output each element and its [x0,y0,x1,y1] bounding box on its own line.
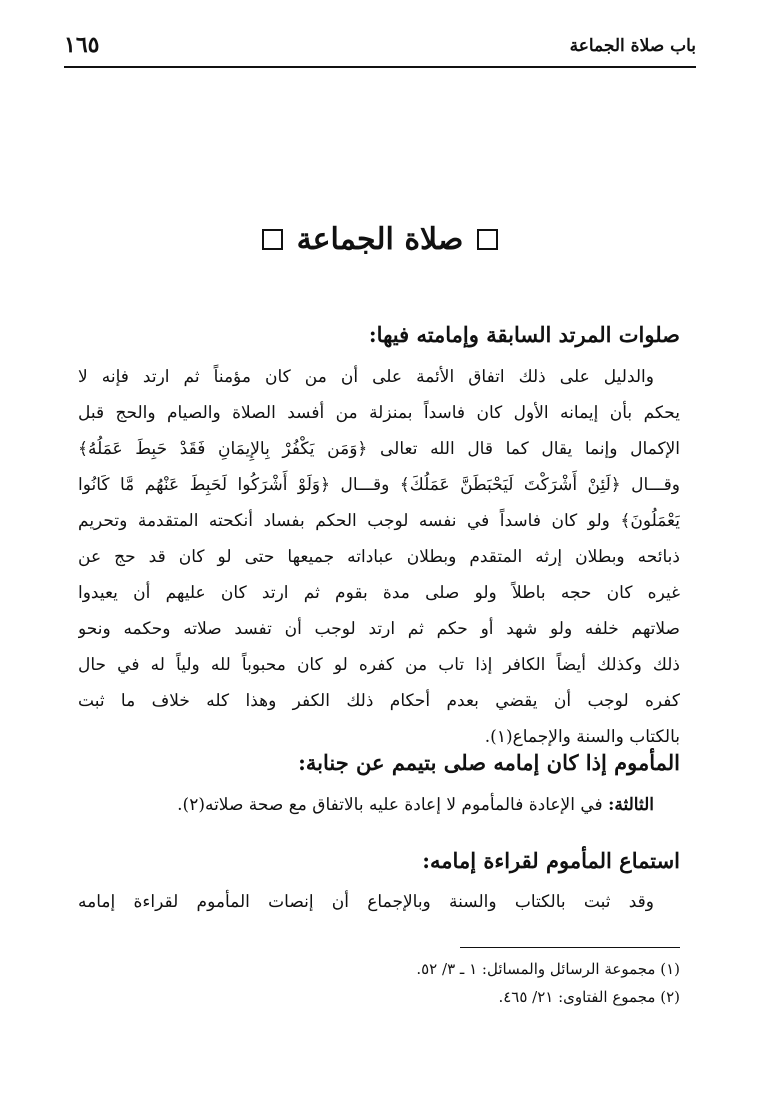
section-heading: استماع المأموم لقراءة إمامه: [422,848,680,873]
text-line: يَعْمَلُونَ﴾ ولو كان فاسداً في نفسه لوجب الحكم بفساد أنكحته المتقدمة وتحريم [78,511,680,531]
text-line: وقـــال ﴿لَئِنْ أَشْرَكْتَ لَيَحْبَطَنَّ عَمَلُكَ﴾ وقـــال ﴿وَلَوْ أَشْرَكُوا لَحَبِطَ عَنْهُم مَّا كَانُوا [78,475,680,495]
square-ornament-icon [262,229,283,250]
section-paragraph [78,787,680,823]
square-ornament-icon [477,229,498,250]
text-line: الإكمال وإنما يقال كما قال الله تعالى ﴿وَمَن يَكْفُرْ بِالإِيمَانِ فَقَدْ حَبِطَ عَمَلُهُ﴾ [78,439,680,459]
section-heading: صلوات المرتد السابقة وإمامته فيها: [368,322,680,347]
page-number: ١٦٥ [64,32,100,58]
text-line: والدليل على ذلك اتفاق الأئمة على أن من كان مؤمناً ثم ارتد فإنه لا [78,367,654,387]
text-line [78,787,680,823]
text-line: يحكم بأن إيمانه الأول كان فاسداً بمنزلة من أفسد الصلاة والصيام والحج قبل [78,403,680,423]
text-line: ذلك وكذلك أيضاً الكافر إذا تاب من كفره لو كان محبوباً لله ولياً له في حال [78,655,680,675]
text-line: كفره لوجب أن يقضي بعدم أحكام ذلك الكفر وهذا كله خلاف ما ثبت [78,691,680,711]
text-line: ذبائحه وبطلان إرثه المتقدم وبطلان عباداته جميعها حتى لو كان قد حج عن [78,547,680,567]
text-line: غيره كان حجه باطلاً ولو صلى مدة بقوم ثم ارتد كان عليهم أن يعيدوا [78,583,680,603]
section-paragraph [78,884,680,920]
running-title: باب صلاة الجماعة [569,36,696,56]
header-rule [64,66,696,68]
text-line: وقد ثبت بالكتاب والسنة وبالإجماع أن إنصات المأموم لقراءة إمامه [78,892,654,912]
footnote-rule [460,947,680,948]
chapter-title-text: صلاة الجماعة [296,222,464,257]
item-label: الثالثة: [608,795,654,815]
item-text: في الإعادة فالمأموم لا إعادة عليه بالاتفاق مع صحة صلاته(٢). [177,795,603,815]
footnote: (١) مجموعة الرسائل والمسائل: ١ ـ ٣/ ٥٢. [416,960,680,978]
section-paragraph [78,359,680,755]
section-heading: المأموم إذا كان إمامه صلى بتيمم عن جنابة: [298,750,680,775]
text-line: بالكتاب والسنة والإجماع(١). [484,727,680,747]
footnote: (٢) مجموع الفتاوى: ٢١/ ٤٦٥. [498,988,680,1006]
chapter-title [0,222,760,257]
text-line: صلاتهم خلفه ولو شهد أو حكم ثم ارتد لوجب أن تفسد صلاته وحكمه ونحو [78,619,680,639]
page-header [64,30,696,60]
